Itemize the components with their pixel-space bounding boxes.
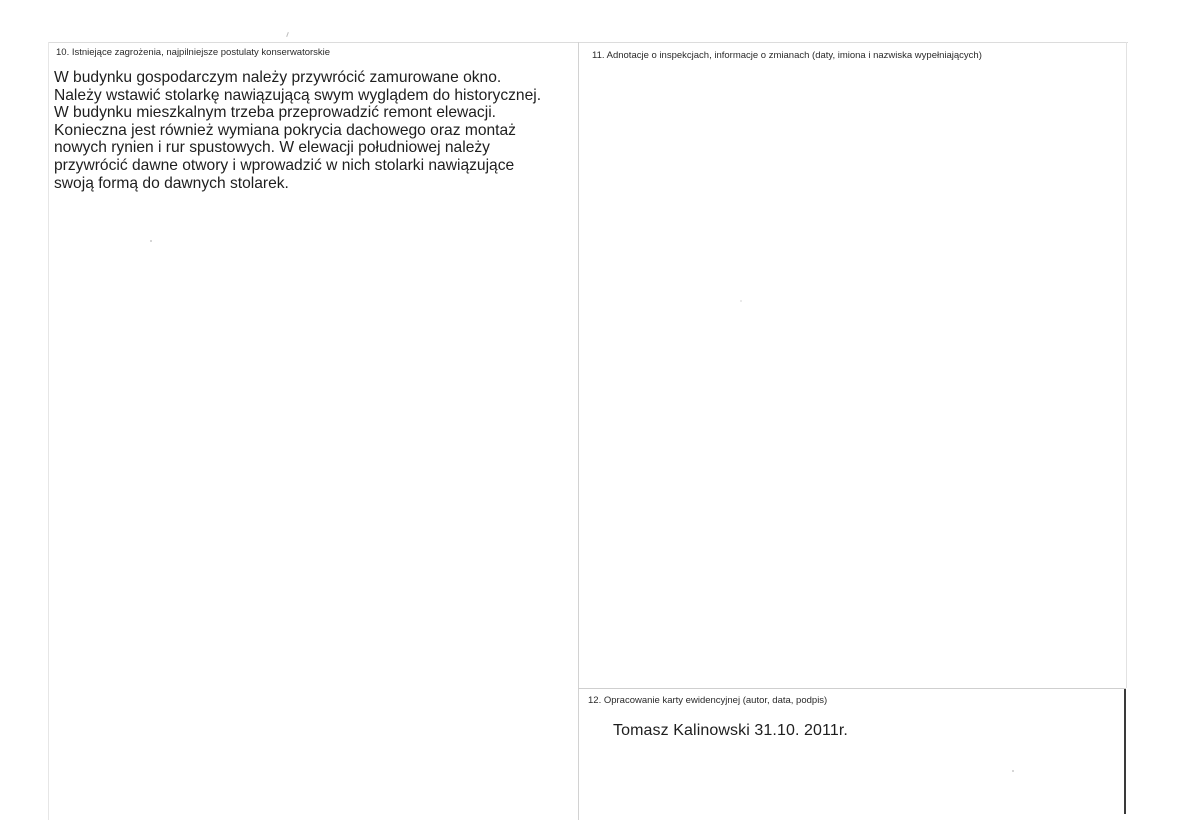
text-line: Należy wstawić stolarkę nawiązującą swym wyglądem do historycznej. [54, 86, 542, 104]
section-12-divider [578, 688, 1126, 689]
text-line: nowych rynien i rur spustowych. W elewacji południowej należy [54, 139, 490, 157]
text-line: przywrócić dawne otwory i wprowadzić w nich stolarki nawiązujące [54, 156, 515, 174]
section-12-label: 12. Opracowanie karty ewidencyjnej (autor, data, podpis) [588, 695, 828, 706]
form-right-border-lower [1124, 688, 1126, 814]
text-line: W budynku mieszkalnym trzeba przeprowadzić remont elewacji. [54, 104, 496, 122]
scan-speck [150, 240, 152, 242]
form-top-border [48, 42, 1128, 43]
scan-mark [286, 32, 289, 37]
author-date-entry: Tomasz Kalinowski 31.10. 2011r. [613, 722, 848, 739]
scan-speck [1012, 770, 1014, 772]
text-line: W budynku gospodarczym należy przywrócić zamurowane okno. [54, 69, 502, 86]
form-column-divider [578, 42, 579, 820]
section-10-label: 10. Istniejące zagrożenia, najpilniejsze postulaty konserwatorskie [56, 47, 331, 58]
section-11-label: 11. Adnotacje o inspekcjach, informacje o zmianach (daty, imiona i nazwiska wypełniających) [592, 50, 982, 61]
text-line: Konieczna jest również wymiana pokrycia dachowego oraz montaż [54, 121, 516, 139]
scan-speck [740, 300, 742, 302]
text-line: swoją formą do dawnych stolarek. [54, 174, 289, 192]
form-left-border [48, 42, 49, 820]
section-10-text [54, 69, 574, 192]
form-right-border [1126, 42, 1127, 688]
